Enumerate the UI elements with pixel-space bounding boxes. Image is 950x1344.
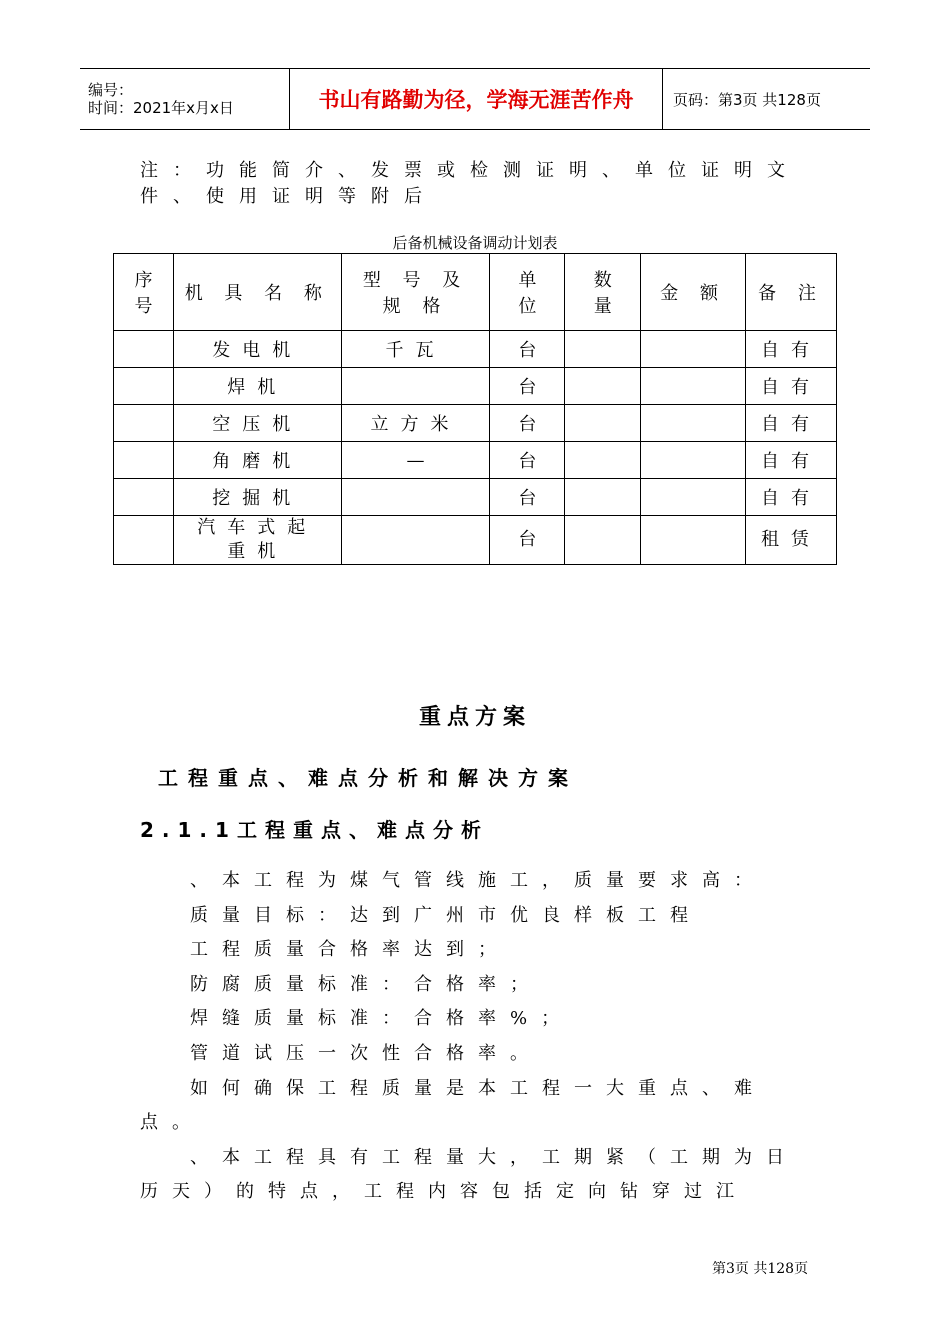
cell-qty <box>565 331 641 368</box>
header-seq: 序 号 <box>114 254 174 331</box>
header-amount: 金 额 <box>641 254 746 331</box>
cell-amount <box>641 479 746 516</box>
cell-amount <box>641 442 746 479</box>
cell-remark: 自有 <box>746 331 837 368</box>
cell-seq <box>114 405 174 442</box>
sub-subsection-heading: 2.1.1工程重点、难点分析 <box>140 818 489 842</box>
cell-spec: — <box>341 442 490 479</box>
cell-name: 焊机 <box>173 368 341 405</box>
paragraph: 防腐质量标准：合格率； <box>190 973 542 995</box>
cell-qty <box>565 516 641 565</box>
time-label: 时间：2021年x月x日 <box>88 99 234 117</box>
header-name: 机 具 名 称 <box>173 254 341 331</box>
cell-seq <box>114 516 174 565</box>
paragraph: 管道试压一次性合格率。 <box>190 1042 542 1064</box>
header-qty: 数 量 <box>565 254 641 331</box>
table-row <box>114 331 837 368</box>
table-row <box>114 442 837 479</box>
note-text: 注：功能简介、发票或检测证明、单位证明文件、使用证明等附后 <box>140 160 800 207</box>
paragraph: 如何确保工程质量是本工程一大重点、难点。 <box>140 1077 766 1134</box>
cell-name: 空压机 <box>173 405 341 442</box>
paragraph: 焊缝质量标准：合格率%； <box>190 1008 574 1030</box>
header-motto: 书山有路勤为径，学海无涯苦作舟 <box>290 69 663 130</box>
equipment-table <box>113 253 837 565</box>
header-spec: 型 号 及 规 格 <box>341 254 490 331</box>
cell-remark: 自有 <box>746 368 837 405</box>
cell-seq <box>114 479 174 516</box>
cell-spec: 立方米 <box>341 405 490 442</box>
page-footer: 第3页 共128页 <box>712 1261 809 1277</box>
cell-unit: 台 <box>490 442 565 479</box>
cell-amount <box>641 516 746 565</box>
cell-qty <box>565 368 641 405</box>
cell-spec <box>341 516 490 565</box>
paragraph: 质量目标：达到广州市优良样板工程 <box>190 904 702 926</box>
paragraph: 工程质量合格率达到； <box>190 939 510 961</box>
cell-amount <box>641 405 746 442</box>
table-header-row <box>114 254 837 331</box>
cell-remark: 租赁 <box>746 516 837 565</box>
body-text <box>140 864 805 1210</box>
page-header <box>80 68 870 130</box>
cell-name: 角磨机 <box>173 442 341 479</box>
table-row <box>114 405 837 442</box>
header-meta <box>80 69 290 130</box>
cell-seq <box>114 368 174 405</box>
table-row <box>114 368 837 405</box>
cell-qty <box>565 479 641 516</box>
cell-unit: 台 <box>490 368 565 405</box>
cell-name: 挖掘机 <box>173 479 341 516</box>
header-unit: 单 位 <box>490 254 565 331</box>
table-caption: 后备机械设备调动计划表 <box>392 234 558 252</box>
cell-remark: 自有 <box>746 405 837 442</box>
cell-spec <box>341 368 490 405</box>
cell-amount <box>641 368 746 405</box>
cell-qty <box>565 442 641 479</box>
cell-remark: 自有 <box>746 442 837 479</box>
header-page-label: 页码：第3页 共128页 <box>673 90 821 109</box>
cell-unit: 台 <box>490 516 565 565</box>
subsection-heading: 工程重点、难点分析和解决方案 <box>158 766 578 790</box>
code-label: 编号： <box>88 81 134 99</box>
cell-unit: 台 <box>490 479 565 516</box>
cell-name: 汽车式起 重机 <box>173 516 341 565</box>
cell-spec <box>341 479 490 516</box>
cell-unit: 台 <box>490 331 565 368</box>
cell-seq <box>114 442 174 479</box>
cell-qty <box>565 405 641 442</box>
cell-spec: 千瓦 <box>341 331 490 368</box>
section-heading: 重点方案 <box>418 705 531 730</box>
cell-seq <box>114 331 174 368</box>
header-remark: 备 注 <box>746 254 837 331</box>
cell-name: 发电机 <box>173 331 341 368</box>
cell-remark: 自有 <box>746 479 837 516</box>
table-row <box>114 516 837 565</box>
cell-unit: 台 <box>490 405 565 442</box>
cell-amount <box>641 331 746 368</box>
paragraph: 、本工程为煤气管线施工，质量要求高： <box>190 870 766 891</box>
paragraph: 、本工程具有工程量大，工期紧（工期为日历天）的特点，工程内容包括定向钻穿过江 <box>140 1146 798 1203</box>
table-row <box>114 479 837 516</box>
